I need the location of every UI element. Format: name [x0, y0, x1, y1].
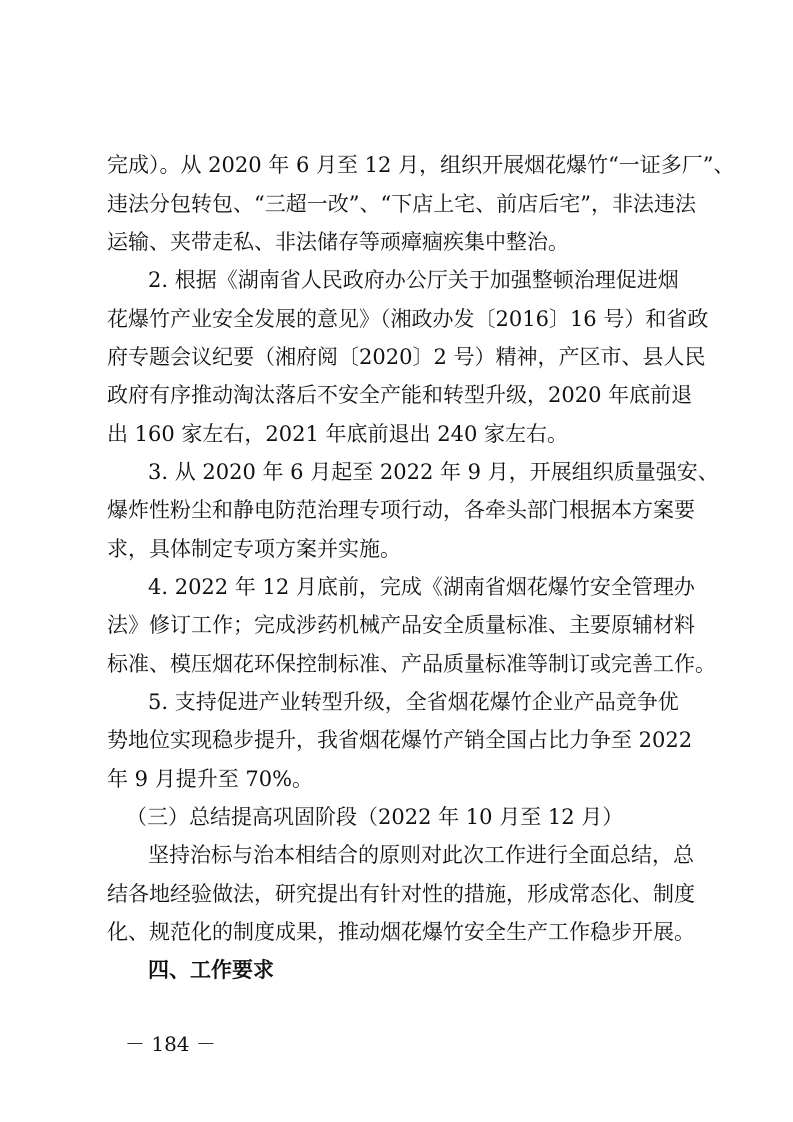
page-number: － 184 － [125, 1032, 216, 1056]
text-line-content: 运输、夹带走私、非法储存等顽瘴痼疾集中整治。 [107, 230, 569, 254]
text-line-content: 5. 支持促进产业转型升级，全省烟花爆竹企业产品竞争优 [148, 690, 679, 714]
text-line-content: （三）总结提高巩固阶段（2022 年 10 月至 12 月） [126, 805, 624, 829]
text-line-content: 政府有序推动淘汰落后不安全产能和转型升级，2020 年底前退 [107, 383, 693, 407]
text-line-content: 府专题会议纪要（湘府阅〔2020〕2 号）精神，产区市、县人民 [107, 345, 706, 369]
text-line-content: 违法分包转包、“三超一改”、“下店上宅、前店后宅”，非法违法 [107, 192, 696, 216]
major-heading [0, 947, 793, 993]
text-line-content: 四、工作要求 [148, 958, 274, 982]
text-line-content: 花爆竹产业安全发展的意见》（湘政办发〔2016〕16 号）和省政 [107, 307, 709, 331]
text-line-content: 3. 从 2020 年 6 月起至 2022 年 9 月，开展组织质量强安、 [148, 460, 719, 484]
text-line-content: 年 9 月提升至 70%。 [107, 767, 314, 791]
text-line-content: 4. 2022 年 12 月底前，完成《湖南省烟花爆竹安全管理办 [148, 575, 695, 599]
text-line-content: 2. 根据《湖南省人民政府办公厅关于加强整顿治理促进烟 [148, 268, 679, 292]
text-line-content: 化、规范化的制度成果，推动烟花爆竹安全生产工作稳步开展。 [107, 920, 695, 944]
text-line-content: 法》修订工作；完成涉药机械产品安全质量标准、主要原辅材料 [107, 613, 695, 637]
text-line-content: 势地位实现稳步提升，我省烟花爆竹产销全国占比力争至 2022 [107, 728, 693, 752]
text-line-content: 求，具体制定专项方案并实施。 [107, 537, 401, 561]
text-line-content: 爆炸性粉尘和静电防范治理专项行动，各牵头部门根据本方案要 [107, 498, 695, 522]
text-line-content: 结各地经验做法，研究提出有针对性的措施，形成常态化、制度 [107, 882, 695, 906]
text-line-content: 完成）。从 2020 年 6 月至 12 月，组织开展烟花爆竹“一证多厂”、 [107, 153, 735, 177]
text-line-content: 出 160 家左右，2021 年底前退出 240 家左右。 [107, 422, 568, 446]
text-line-content: 坚持治标与治本相结合的原则对此次工作进行全面总结，总 [148, 843, 694, 867]
text-line-content: 标准、模压烟花环保控制标准、产品质量标准等制订或完善工作。 [107, 652, 716, 676]
